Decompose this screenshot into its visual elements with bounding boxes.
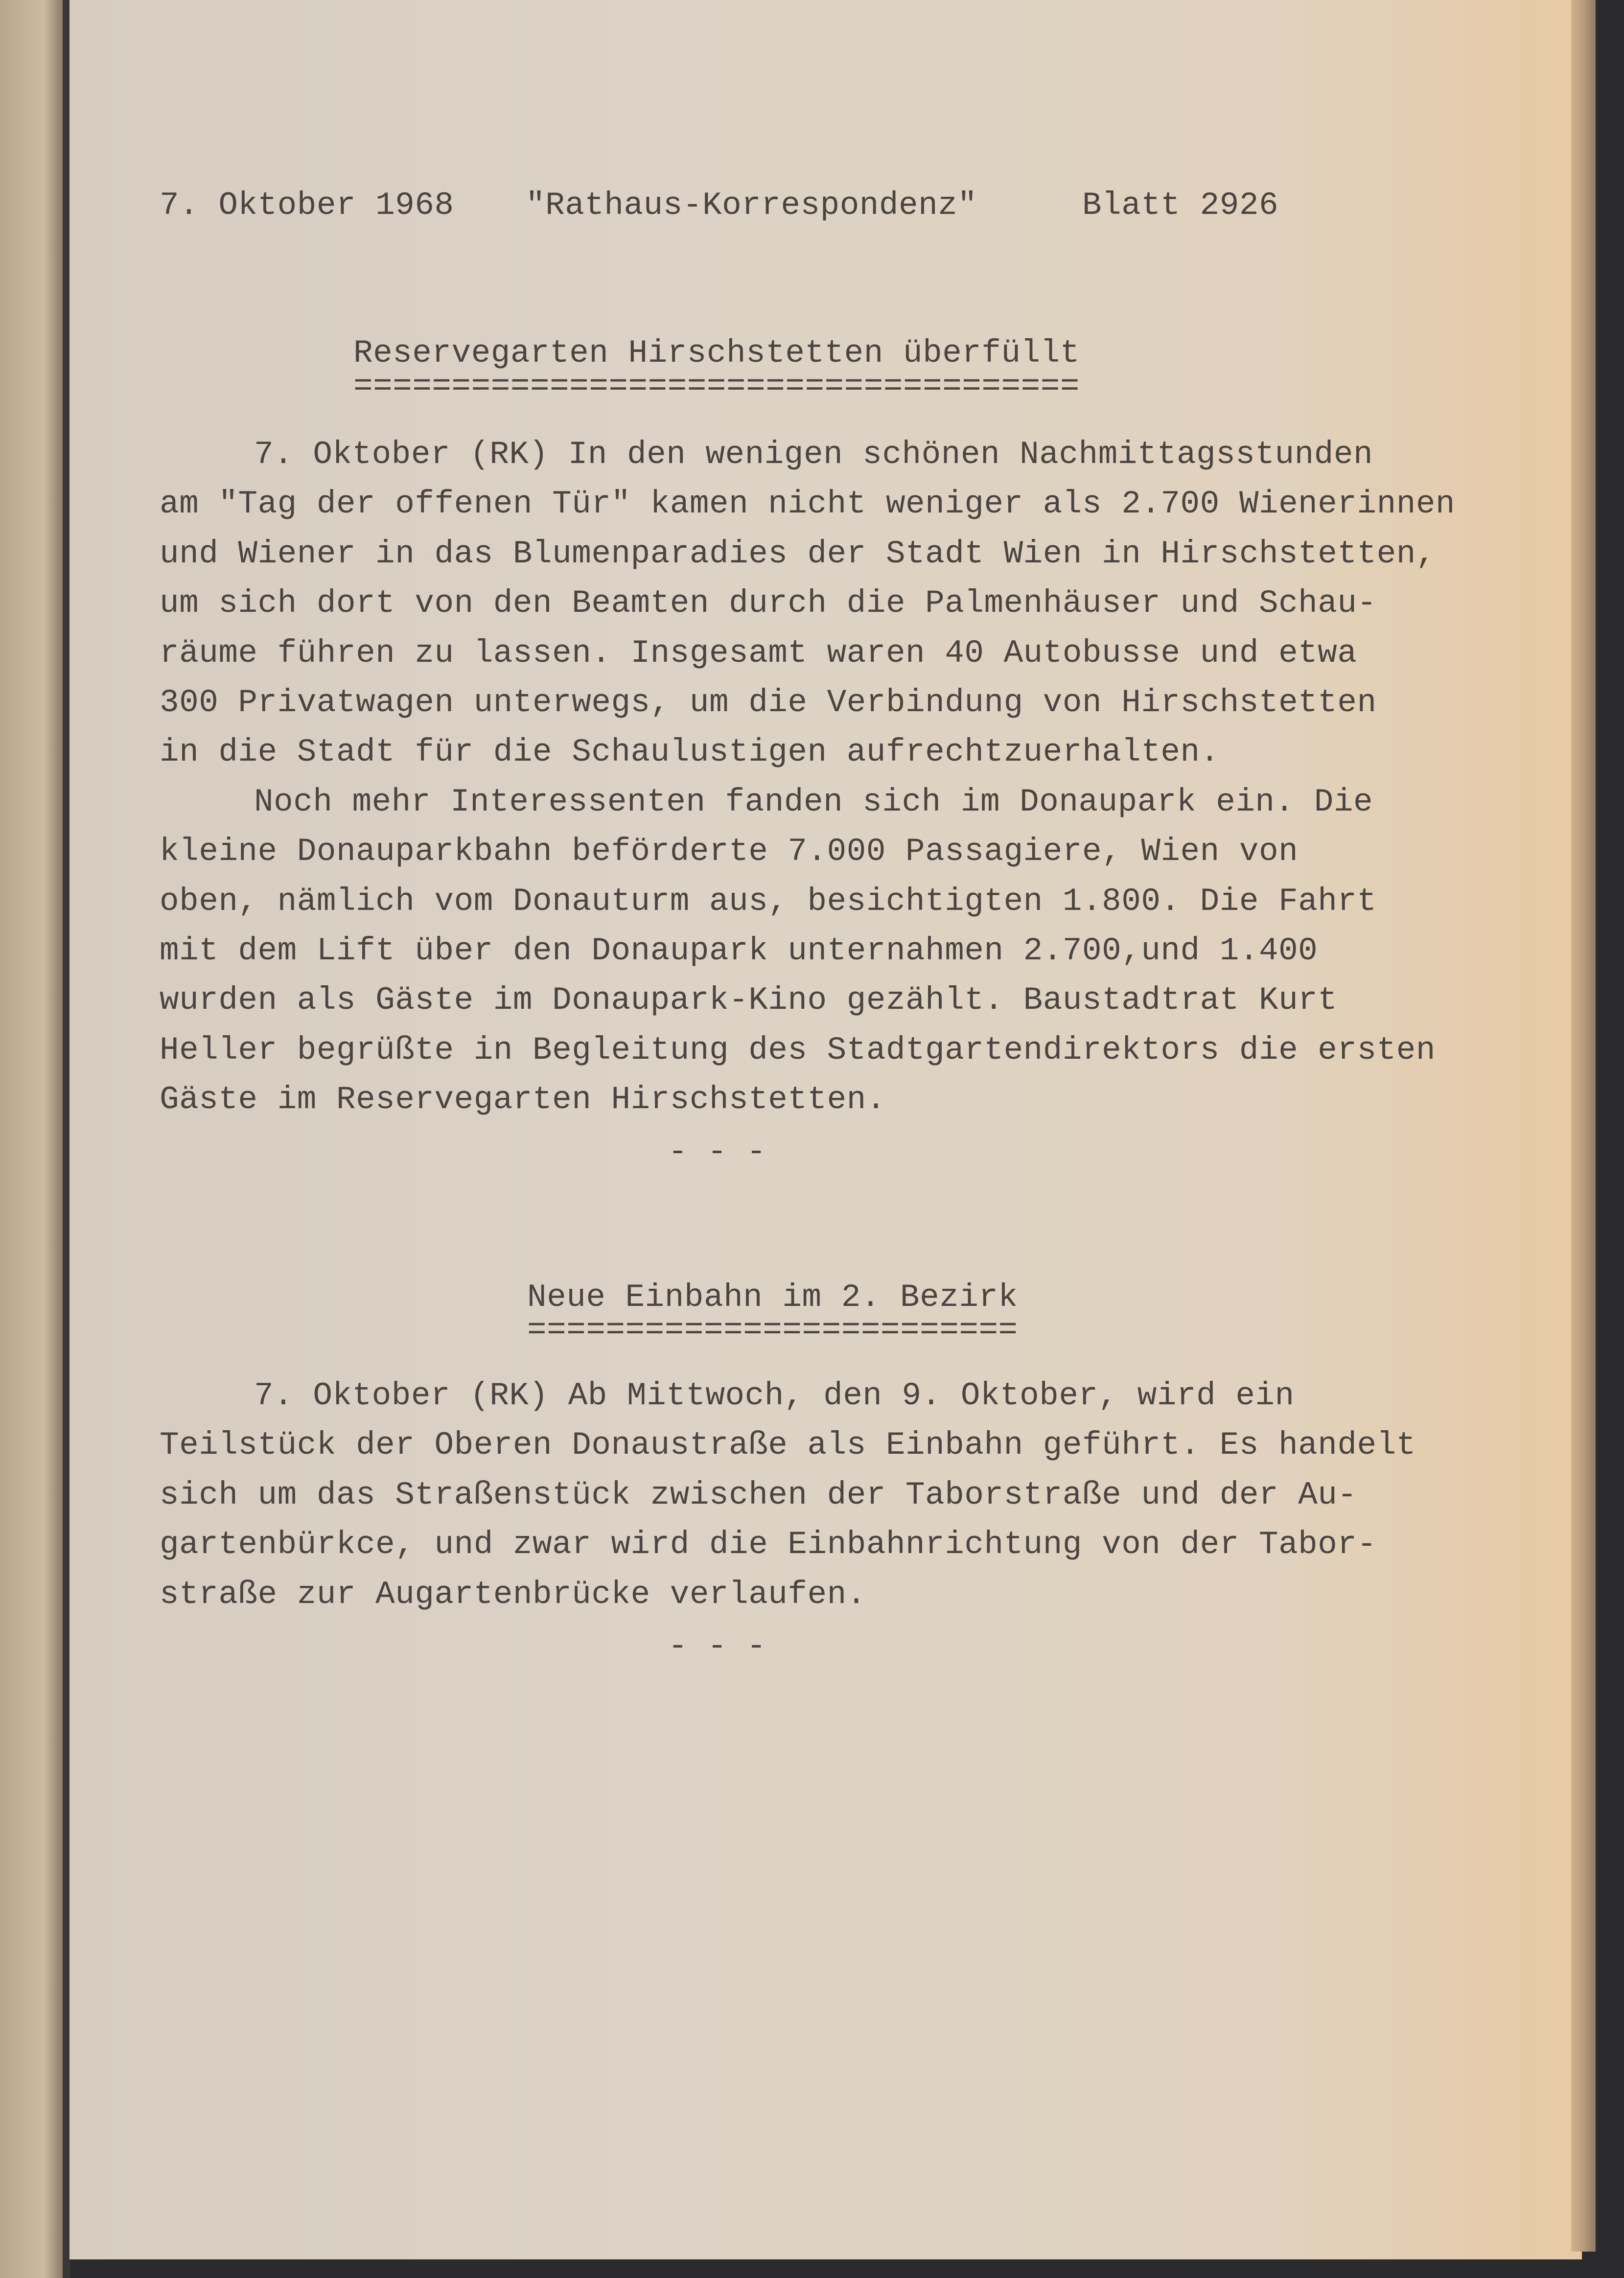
body-text-line: Noch mehr Interessenten fanden sich im Donaupark ein. Die: [254, 784, 1373, 820]
title-underline: =========================: [527, 1312, 1018, 1348]
body-text-line: wurden als Gäste im Donaupark-Kino gezählt. Baustadtrat Kurt: [160, 982, 1338, 1019]
body-text-line: oben, nämlich vom Donauturm aus, besichtigten 1.800. Die Fahrt: [160, 883, 1377, 920]
body-text-line: 7. Oktober (RK) In den wenigen schönen Nachmittagsstunden: [254, 436, 1373, 473]
article-title: Neue Einbahn im 2. Bezirk: [527, 1279, 1018, 1316]
body-text-line: um sich dort von den Beamten durch die Palmenhäuser und Schau-: [160, 585, 1377, 622]
body-text-line: sich um das Straßenstück zwischen der Taborstraße und der Au-: [160, 1477, 1357, 1513]
body-text-line: Teilstück der Oberen Donaustraße als Einbahn geführt. Es handelt: [160, 1427, 1416, 1464]
body-text-line: am "Tag der offenen Tür" kamen nicht weniger als 2.700 Wienerinnen: [160, 486, 1456, 522]
header-sheet-number: Blatt 2926: [1082, 187, 1279, 224]
body-text-line: 7. Oktober (RK) Ab Mittwoch, den 9. Oktober, wird ein: [254, 1377, 1295, 1414]
header-date: 7. Oktober 1968: [160, 187, 454, 224]
body-text-line: in die Stadt für die Schaulustigen aufrechtzuerhalten.: [160, 734, 1220, 770]
article-title: Reservegarten Hirschstetten überfüllt: [353, 335, 1080, 372]
article-end-mark: - - -: [668, 1134, 766, 1170]
title-underline: =====================================: [353, 368, 1080, 405]
body-text-line: straße zur Augartenbrücke verlaufen.: [160, 1576, 866, 1613]
body-text-line: Gäste im Reservegarten Hirschstetten.: [160, 1081, 886, 1118]
article-end-mark: - - -: [668, 1628, 766, 1665]
header-publication: "Rathaus-Korrespondenz": [526, 187, 977, 224]
body-text-line: gartenbürkce, und zwar wird die Einbahnrichtung von der Tabor-: [160, 1526, 1377, 1563]
page-stack-edge: [1571, 0, 1596, 2252]
body-text-line: kleine Donauparkbahn beförderte 7.000 Passagiere, Wien von: [160, 833, 1299, 870]
previous-page-edge: [0, 0, 63, 2278]
body-text-line: 300 Privatwagen unterwegs, um die Verbindung von Hirschstetten: [160, 684, 1377, 721]
body-text-line: mit dem Lift über den Donaupark unternahmen 2.700,und 1.400: [160, 932, 1318, 969]
body-text-line: und Wiener in das Blumenparadies der Stadt Wien in Hirschstetten,: [160, 535, 1436, 572]
body-text-line: räume führen zu lassen. Insgesamt waren 40 Autobusse und etwa: [160, 635, 1357, 672]
body-text-line: Heller begrüßte in Begleitung des Stadtgartendirektors die ersten: [160, 1032, 1436, 1069]
